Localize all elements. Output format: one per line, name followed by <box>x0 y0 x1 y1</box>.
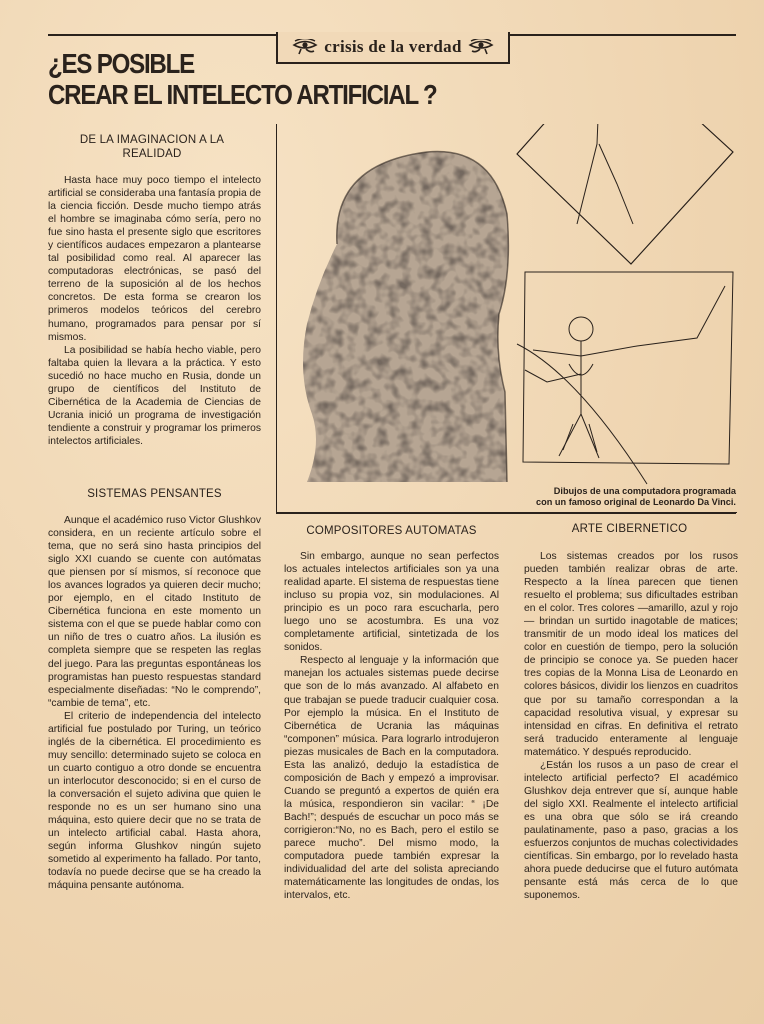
paragraph: El criterio de independencia del intelecto artificial fue postulado por Turing, un teórico inglés de la cibernética. El procedimiento es muy sencillo: determinado sujeto se coloca en un cuarto contiguo a otro donde se encuentra un interlocutor desconocido; si en el curso de la conversación el sujeto adivina que quien le responde no es un ser humano sino una máquina, esto quiere decir que no se trata de un intelecto artificial cabal. Hasta ahora, según informa Glushkov ningún sujeto sometido al experimento ha fallado. Por tanto, todavía no puede decirse que se ha creado la máquina pensante autónoma. <box>48 710 261 892</box>
paragraph: Los sistemas creados por los rusos pueden también realizar obras de arte. Respecto a la línea parecen que tienen resuelto el problema; sus dificultades estriban en el color. Tres colores —amarillo, azul y rojo— brindan un surtido inagotable de matices; transmitir de un modo ideal los matices del color en cuestión de tiempo, pero la solución de principio se conoce ya. Se pueden hacer tres copias de la Monna Lisa de Leonardo en colores básicos, dividir los lienzos en cuadritos que por su tamaño correspondan a la capacidad resolutiva visual, y expresar su intensidad en cifras. En definitiva el retrato será traducido enteramente al lenguaje matemático. Y después reproducido. <box>524 551 738 758</box>
header-label: crisis de la verdad <box>324 37 462 56</box>
caption-line-2: con un famoso original de Leonardo Da Vinci. <box>536 497 736 507</box>
headline <box>48 48 437 110</box>
illustration-frame <box>276 124 737 513</box>
paragraph: Hasta hace muy poco tiempo el intelecto artificial se consideraba una fantasía propia de la ciencia ficción. Desde mucho tiempo atrás el hombre se imaginaba cómo sería, pero no fue sino hasta el presente siglo que escritores y científicos audaces empezaron a plantearse tal posibilidad como real. Al aparecer las computadoras electrónicas, se pasó del terreno de la suposición al de los hechos concretos. De esta forma se crearon los primeros modelos teóricos del cerebro humano, programados para pensar por sí mismos. <box>48 175 261 343</box>
section-title-imaginacion: DE LA IMAGINACION A LA REALIDAD <box>79 134 225 160</box>
headline-line-2: CREAR EL INTELECTO ARTIFICIAL ? <box>48 79 437 110</box>
column-sistemas <box>48 514 261 892</box>
paragraph: Respecto al lenguaje y la información que manejan los actuales sistemas puede decirse que son de lo más avanzado. Al alfabeto en que trabajan se puede traducir cualquier cosa. Por ejemplo la música. En el Instituto de Cibernética de Ucrania las máquinas “componen” música. Para lograrlo introdujeron piezas musicales de Bach en la computadora. Esta las analizó, dedujo la estadística de composición de Bach y empezó a improvisar. Cuando se preguntó a expertos de quién era la música, respondieron sin vacilar: “ ¡De Bach!”; después de escuchar un poco más se corrigieron:“No, no es Bach, pero el estilo se parece mucho”. Del mismo modo, la computadora puede también expresar la individualidad del arte del solista apreciando matemáticamente las longitudes de ondas, los intervalos, etc. <box>284 655 499 902</box>
section-title-arte: ARTE CIBERNETICO <box>571 523 688 535</box>
column-imaginacion <box>48 174 261 448</box>
headline-line-1: ¿ES POSIBLE <box>48 48 194 79</box>
figure-caption <box>506 486 736 508</box>
computer-portrait-head <box>277 124 537 512</box>
paragraph: Sin embargo, aunque no sean perfectos los actuales intelectos artificiales son ya una realidad aparte. El sistema de respuestas tiene incluso su propia voz, sin modulaciones. Al principio es un poco rara escucharla, pero luego uno se acostumbra. Es una voz completamente artificial, sintetizada de los sonidos. <box>284 551 499 654</box>
column-arte <box>524 550 738 902</box>
section-title-compositores: COMPOSITORES AUTOMATAS <box>306 525 477 537</box>
caption-line-1: Dibujos de una computadora programada <box>553 486 736 496</box>
vitruvian-drawing-bottom <box>517 272 733 484</box>
eye-of-horus-icon <box>468 39 494 55</box>
vitruvian-drawing-top <box>517 124 733 264</box>
paragraph: ¿Están los rusos a un paso de crear el intelecto artificial perfecto? El académico Glushkov deja entrever que sí, aunque hable del siglo XXI. Realmente el intelecto artificial es una obra que sólo se irá creando paulatinamente, paso a paso, gracias a los esfuerzos conjuntos de muchas colectividades científicas. Sin embargo, por lo revelado hasta ahora puede deducirse que el futuro autómata pensante está más cerca de lo que suponemos. <box>524 759 738 902</box>
paragraph: Aunque el académico ruso Victor Glushkov considera, en un reciente artículo sobre el tema, que no será sino hasta principios del siglo XXI cuando se cuente con autómatas que piensen por sí mismos, sí reconoce que los avances logrados ya quieren decir mucho; por ejemplo, en el citado Instituto de Cibernética funciona en este momento un sistema con el que se puede hablar como con un niño de tres o cuatro años. La ilusión es completa siempre que se respeten las reglas del juego. Para las preguntas espontáneas los programistas han puesto respuestas standard especialmente diseñadas: “No le comprendo”, “cambie de tema”, etc. <box>48 515 261 709</box>
figure-caption-rule <box>276 512 736 514</box>
paragraph: La posibilidad se había hecho viable, pero faltaba quien la llevara a la práctica. Y esto sucedió no hace mucho en Rusia, donde un grupo de científicos del Instituto de Cibernética de la Academia de Ciencias de Ucrania inició un programa de investigación tendiente a construir y programar los primeros intelectos artificiales. <box>48 344 261 447</box>
column-compositores <box>284 550 499 902</box>
illustration <box>277 124 737 512</box>
section-title-sistemas: SISTEMAS PENSANTES <box>87 488 222 500</box>
